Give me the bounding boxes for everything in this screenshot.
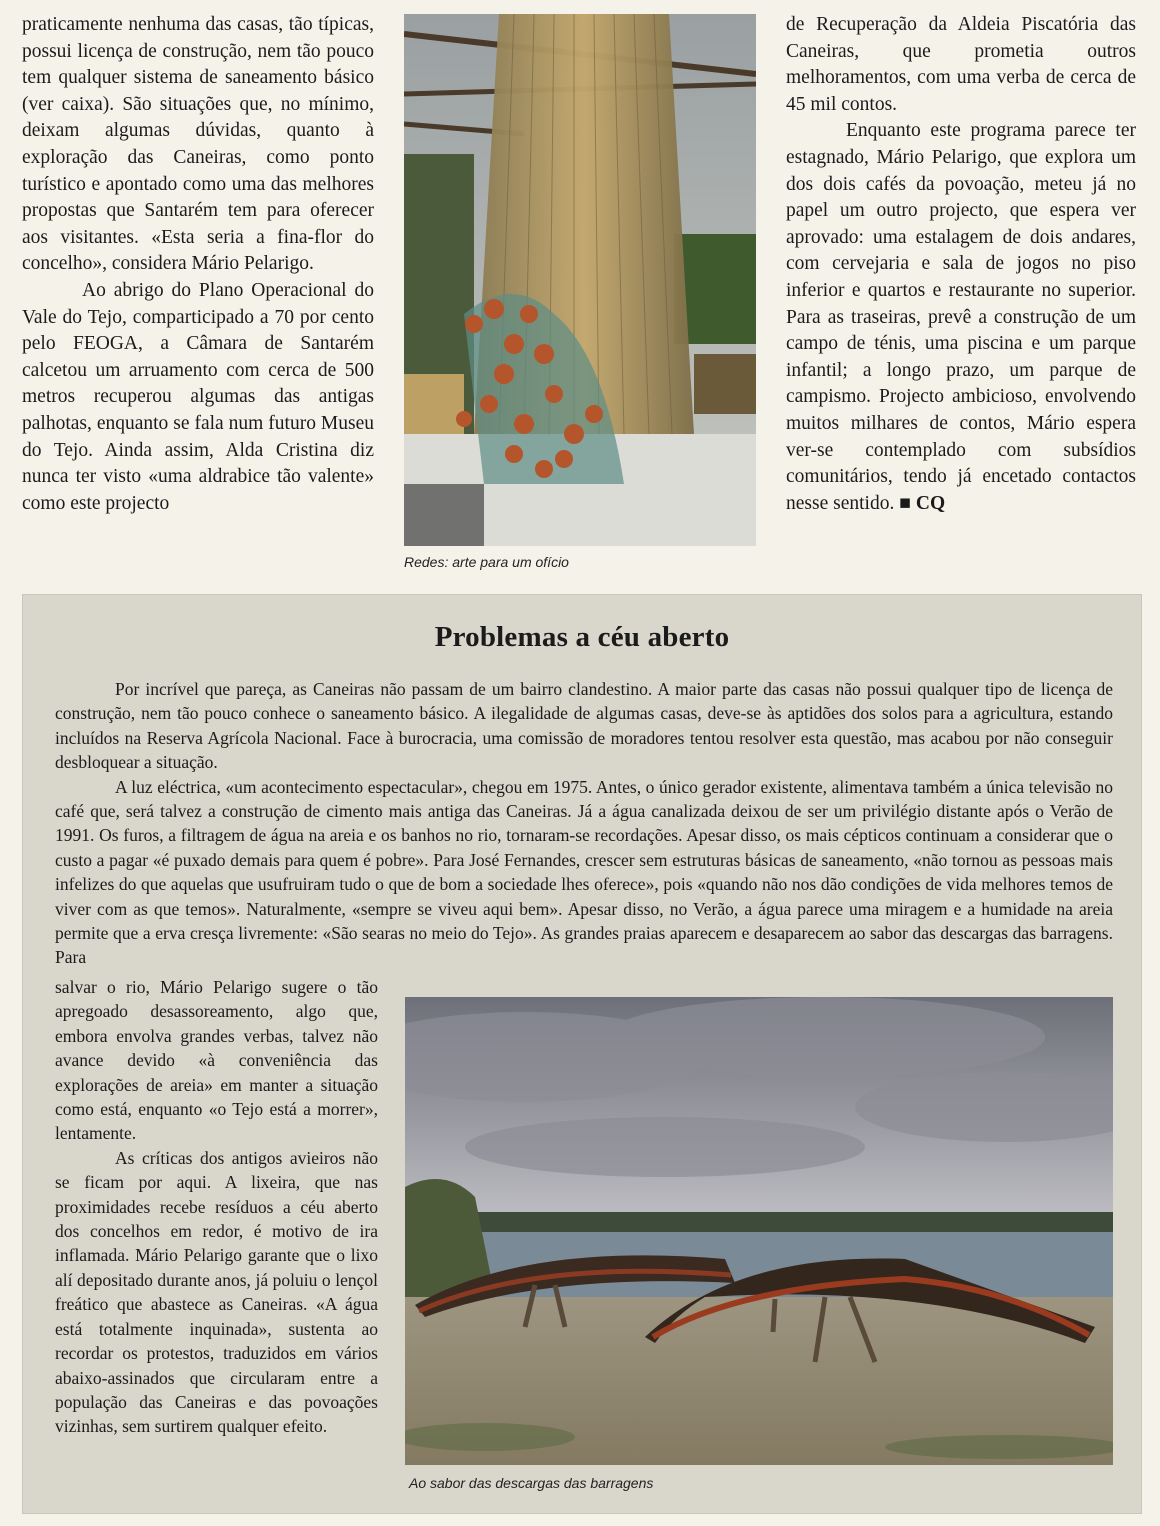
box-paragraph: Por incrível que pareça, as Caneiras não passam de um bairro clandestino. A maior parte das casas não possui qualquer tipo de licença de construção, nem tão pouco conhece o saneamento básico. A ilegalidade de algumas casas, deve-se às aptidões dos solos para a agricultura, estando incluídos na Reserva Agrícola Nacional. Face à burocracia, uma comissão de moradores tentou resolver esta questão, mas acabou por não conseguir desbloquear a situação. — [55, 679, 1113, 773]
box-title: Problemas a céu aberto — [434, 621, 730, 653]
paragraph-text: Enquanto este programa parece ter estagnado, Mário Pelarigo, que explora um dos dois cafés da povoação, meteu já no papel um outro projecto, que espera ver aprovado: uma estalagem de dois andares, com cervejaria e sala de jogos no piso inferior e quartos e restaurante no superior. Para as traseiras, prevê a construção de um campo de ténis, uma piscina e um parque infantil; a longo prazo, um parque de campismo. Projecto ambicioso, envolvendo muitos milhares de contos, Mário espera ver-se contemplado com subsídios comunitários, tendo já encetado contactos nesse sentido. — [786, 120, 1136, 514]
article-paragraph: praticamente nenhuma das casas, tão típicas, possui licença de construção, nem tão pouco tem qualquer sistema de saneamento básico (ver caixa). São situações que, no mínimo, deixam algumas dúvidas, quanto à exploração das Caneiras, como ponto turístico e apontado como uma das melhores propostas que Santarém tem para oferecer aos visitantes. «Esta seria a fina-flor do concelho», considera Mário Pelarigo. — [22, 14, 374, 275]
sidebar-box — [22, 594, 1142, 1514]
article-paragraph: de Recuperação da Aldeia Piscatória das Caneiras, que prometia outros melhoramentos, com uma verba de cerca de 45 mil contos. — [786, 14, 1136, 115]
boats-photo — [405, 997, 1113, 1465]
box-paragraph: As críticas dos antigos avieiros não se ficam por aqui. A lixeira, que nas proximidades recebe resíduos a céu aberto dos concelhos em redor, é motivo de ira inflamada. Mário Pelarigo garante que o lixo alí depositado durante anos, já poluiu o lençol freático que abastece as Caneiras. «A água está totalmente inquinada», sustenta ao recordar os protestos, traduzidos em vários abaixo-assinados que circularam entre a população das Caneiras e das povoações vizinhas, sem surtirem qualquer efeito. — [55, 1147, 378, 1437]
article-paragraph: Ao abrigo do Plano Operacional do Vale do Tejo, comparticipado a 70 por cento pelo FEOGA, a Câmara de Santarém calcetou um arruamento com cerca de 500 metros recuperou algumas das antigas palhotas, enquanto se fala num futuro Museu do Tejo. Ainda assim, Alda Cristina diz nunca ter visto «uma aldrabice tão valente» como este projecto — [22, 279, 374, 514]
right-column — [786, 12, 1136, 517]
box-paragraph: A luz eléctrica, «um acontecimento espectacular», chegou em 1975. Antes, o único gerador existente, alimentava também a única televisão no café que, será talvez a construção de cimento mais antiga das Caneiras. Já a água canalizada deixou de ser um privilégio distante após o Verão de 1991. Os furos, a filtragem de água na areia e os banhos no rio, tornaram-se recordações. Apesar disso, os mais cépticos continuam a considerar que o custo a pagar «é puxado demais para quem é pobre». Para José Fernandes, crescer sem estruturas básicas de saneamento, «não tornou as pessoas mais infelizes do que aquelas que usufruiram tudo o que de bom a sociedade lhes oferece», pois «quando não nos dão condições de vida melhores temos de viver com as que temos». Naturalmente, «sempre se viveu aqui bem». Apesar disso, no Verão, a água parece uma miragem e a humidade na areia permite que a erva cresça livremente: «São searas no meio do Tejo». As grandes praias aparecem e desaparecem ao sabor das descargas das barragens. Para — [55, 776, 1113, 968]
article-paragraph — [786, 118, 1136, 517]
photo-caption: Redes: arte para um ofício — [404, 554, 569, 570]
left-column — [22, 12, 374, 517]
author-signoff: ■ CQ — [899, 492, 946, 514]
box-paragraph: salvar o rio, Mário Pelarigo sugere o tão apregoado desassoreamento, algo que, embora envolva grandes verbas, talvez não avance devido «à conveniência das explorações de areia» em manter a situação como está, enquanto «o Tejo está a morrer», lentamente. — [55, 977, 378, 1144]
photo-caption: Ao sabor das descargas das barragens — [409, 1475, 654, 1491]
box-top-text — [55, 677, 1113, 970]
fishing-nets-photo — [404, 14, 756, 546]
box-left-text — [55, 975, 378, 1439]
